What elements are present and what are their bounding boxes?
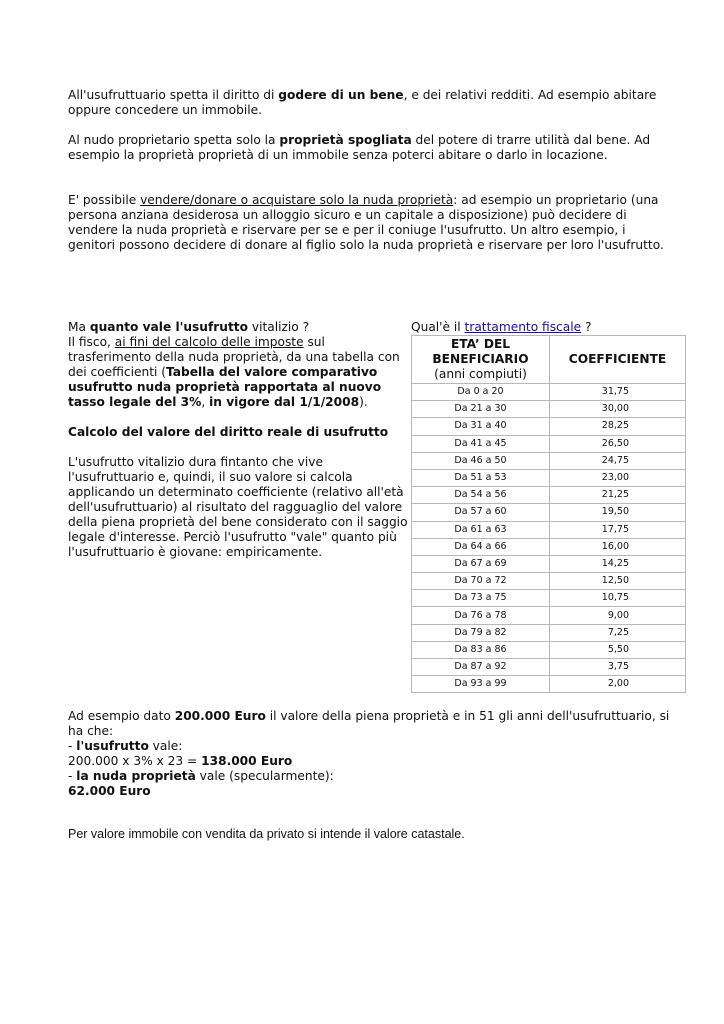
text: E' possibile [68, 193, 141, 207]
table-row [412, 607, 686, 624]
coefficient-cell: 30,00 [550, 401, 686, 418]
section-heading [68, 425, 410, 440]
coefficient-cell: 16,00 [550, 538, 686, 555]
coefficient-cell: 17,75 [550, 521, 686, 538]
age-cell: Da 46 a 50 [412, 452, 550, 469]
question-line [68, 320, 410, 335]
coefficient-cell: 21,25 [550, 487, 686, 504]
bold-text: Calcolo del valore del diritto reale di usufrutto [68, 425, 389, 439]
underlined-text: ai fini del calcolo delle imposte [114, 335, 304, 349]
age-cell: Da 54 a 56 [412, 487, 550, 504]
coefficient-cell: 5,50 [550, 641, 686, 658]
text: : ad esempio un proprietario (una persona anziana desiderosa un alloggio sicuro e un capitale a disposizione) può decidere di vendere la nuda proprietà e riservare per se e per il coniuge l'usufrutto. Un altro esempio, i genitori possono decidere di donare al figlio solo la nuda proprietà e riservare per loro l'usufrutto. [68, 193, 664, 252]
age-cell: Da 51 a 53 [412, 469, 550, 486]
example-line [68, 784, 688, 799]
fisco-paragraph [68, 335, 410, 410]
table-row [412, 418, 686, 435]
text: - [68, 769, 77, 783]
age-cell: Da 83 a 86 [412, 641, 550, 658]
text: sul trasferimento della nuda proprietà, da una tabella con dei coefficienti ( [68, 335, 400, 379]
intro-paragraph-vendita [68, 193, 668, 253]
age-cell: Da 21 a 30 [412, 401, 550, 418]
table-row [412, 573, 686, 590]
table-row [412, 504, 686, 521]
bold-text: la nuda proprietà [76, 769, 196, 783]
coefficient-cell: 26,50 [550, 435, 686, 452]
coefficient-cell: 7,25 [550, 624, 686, 641]
header-text: ETA’ DEL BENEFICIARIO [432, 337, 529, 366]
coefficient-cell: 24,75 [550, 452, 686, 469]
coefficient-table [411, 335, 686, 693]
age-cell: Da 76 a 78 [412, 607, 550, 624]
example-line [68, 709, 688, 739]
fiscal-treatment-line [411, 320, 591, 335]
text: Il fisco, [68, 335, 115, 349]
table-row [412, 538, 686, 555]
example-line [68, 754, 688, 769]
coefficient-cell: 3,75 [550, 659, 686, 676]
table-row [412, 555, 686, 572]
example-line [68, 739, 688, 754]
coefficient-cell: 2,00 [550, 676, 686, 693]
bold-text: 200.000 Euro [174, 709, 266, 723]
age-cell: Da 79 a 82 [412, 624, 550, 641]
text: vitalizio ? [248, 320, 310, 334]
text: ). [359, 395, 368, 409]
table-row [412, 676, 686, 693]
intro-paragraph-usufruttuario [68, 88, 668, 118]
coefficient-cell: 28,25 [550, 418, 686, 435]
table-row [412, 469, 686, 486]
table-row [412, 641, 686, 658]
text: vale: [148, 739, 183, 753]
table-row [412, 384, 686, 401]
table-body [412, 384, 686, 693]
age-cell: Da 64 a 66 [412, 538, 550, 555]
fiscal-treatment-link[interactable]: trattamento fiscale [464, 320, 582, 334]
text: , [201, 395, 210, 409]
age-cell: Da 87 a 92 [412, 659, 550, 676]
coefficient-cell: 10,75 [550, 590, 686, 607]
intro-paragraph-nudo-proprietario [68, 133, 668, 163]
text: vale (specularmente): [195, 769, 334, 783]
bold-text: godere di un bene [278, 88, 404, 102]
text: , e dei relativi redditi. Ad esempio abitare oppure concedere un immobile. [68, 88, 657, 117]
table-row [412, 487, 686, 504]
text: Ad esempio dato [68, 709, 175, 723]
age-cell: Da 41 a 45 [412, 435, 550, 452]
text: Ma [68, 320, 90, 334]
coefficient-cell: 14,25 [550, 555, 686, 572]
header-subtext: (anni compiuti) [434, 367, 527, 381]
bold-text: l'usufrutto [76, 739, 149, 753]
table-row [412, 624, 686, 641]
bold-text: 62.000 Euro [68, 784, 151, 798]
age-cell: Da 67 a 69 [412, 555, 550, 572]
final-note: Per valore immobile con vendita da privato si intende il valore catastale. [68, 827, 465, 841]
age-cell: Da 61 a 63 [412, 521, 550, 538]
text: - [68, 739, 77, 753]
bold-text: quanto vale l'usufrutto [89, 320, 248, 334]
coefficient-cell: 23,00 [550, 469, 686, 486]
bold-text: in vigore dal 1/1/2008 [209, 395, 360, 409]
coefficient-cell: 31,75 [550, 384, 686, 401]
bold-text: proprietà spogliata [279, 133, 412, 147]
example-line [68, 769, 688, 784]
text: All'usufruttuario spetta il diritto di [68, 88, 279, 102]
table-row [412, 659, 686, 676]
table-row [412, 401, 686, 418]
age-cell: Da 93 a 99 [412, 676, 550, 693]
bold-text: 138.000 Euro [201, 754, 293, 768]
column-header-age [412, 336, 550, 384]
left-column [68, 320, 410, 560]
coefficient-cell: 19,50 [550, 504, 686, 521]
example-block [68, 709, 688, 799]
age-cell: Da 31 a 40 [412, 418, 550, 435]
table-row [412, 590, 686, 607]
text: Al nudo proprietario spetta solo la [68, 133, 280, 147]
age-cell: Da 73 a 75 [412, 590, 550, 607]
text: ? [581, 320, 592, 334]
coefficient-cell: 9,00 [550, 607, 686, 624]
bold-text: Tabella del valore comparativo usufrutto nuda proprietà rapportata al nuovo tasso legale del 3% [68, 365, 382, 409]
calcolo-paragraph: L'usufrutto vitalizio dura fintanto che vive l'usufruttuario e, quindi, il suo valore si calcola applicando un determinato coefficiente (relativo all'età dell'usufruttuario) al risultato del ragguaglio del valore della piena proprietà del bene considerato con il saggio legale d'interesse. Perciò l'usufrutto "vale" quanto più l'usufruttuario è giovane: empiricamente. [68, 455, 408, 559]
text: Qual'è il [411, 320, 465, 334]
table-row [412, 521, 686, 538]
table-row [412, 452, 686, 469]
age-cell: Da 70 a 72 [412, 573, 550, 590]
coefficient-cell: 12,50 [550, 573, 686, 590]
age-cell: Da 0 a 20 [412, 384, 550, 401]
table-header-row [412, 336, 686, 384]
underlined-text: vendere/donare o acquistare solo la nuda proprietà [140, 193, 454, 207]
text: 200.000 x 3% x 23 = [68, 754, 202, 768]
table-row [412, 435, 686, 452]
age-cell: Da 57 a 60 [412, 504, 550, 521]
column-header-coefficient: COEFFICIENTE [550, 336, 686, 384]
text: del potere di trarre utilità dal bene. Ad esempio la proprietà proprietà di un immobile senza poterci abitare o darlo in locazione. [68, 133, 651, 162]
text: il valore della piena proprietà e in 51 gli anni dell'usufruttuario, si ha che: [68, 709, 670, 738]
